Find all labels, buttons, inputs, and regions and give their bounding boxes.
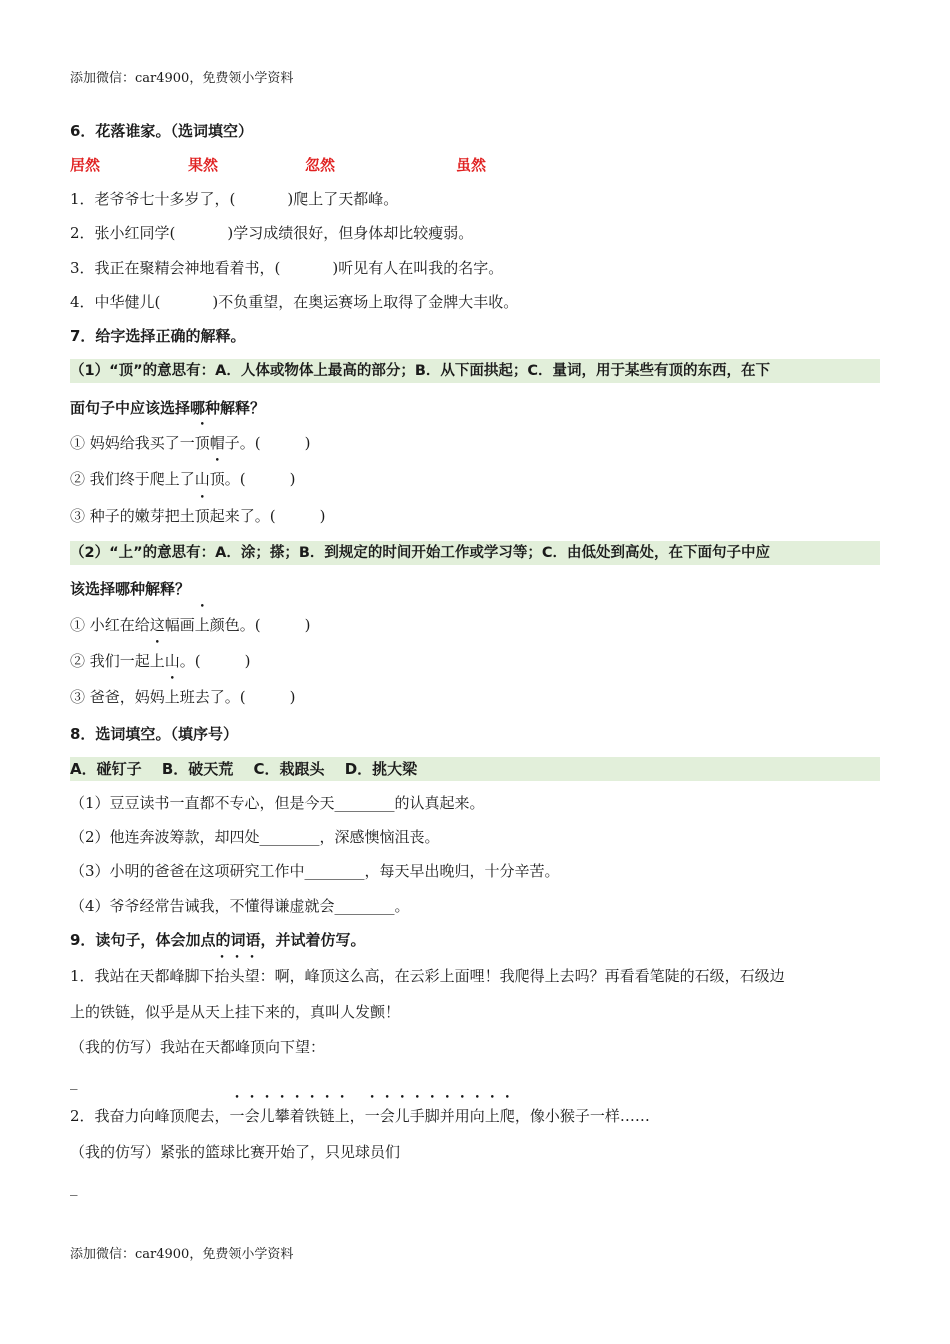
q6-item-3: 3．我正在聚精会神地看着书，( )听见有人在叫我的名字。	[70, 259, 504, 277]
dotted-char: 上	[149, 652, 165, 670]
q6-word-3: 忽然	[305, 156, 336, 174]
q9-sentence-1: 1．我站在天都峰脚下抬头望：啊，峰顶这么高，在云彩上面哩！我爬得上去吗？再看看笔陡的石级，石级边	[70, 967, 785, 985]
dotted-phrase: 一会儿手脚并用向上爬	[364, 1107, 515, 1125]
q6-item-2: 2．张小红同学( )学习成绩很好，但身体却比较瘦弱。	[70, 224, 474, 242]
q6-item-1: 1．老爷爷七十多岁了，( )爬上了天都峰。	[70, 190, 399, 208]
q7-part1-item-1: ① 妈妈给我买了一顶帽子。( )	[70, 434, 311, 452]
q8-item-3: （3）小明的爸爸在这项研究工作中________，每天早出晚归，十分辛苦。	[70, 862, 560, 880]
q8-item-1: （1）豆豆读书一直都不专心，但是今天________的认真起来。	[70, 794, 485, 812]
q7-title: 7．给字选择正确的解释。	[70, 327, 246, 345]
q8-options: A．碰钉子 B．破天荒 C．栽跟头 D．挑大梁	[70, 760, 418, 778]
q7-part2-item-3: ③ 爸爸，妈妈上班去了。( )	[70, 688, 296, 706]
q7-part2-item-2: ② 我们一起上山。( )	[70, 652, 251, 670]
dotted-char: 顶	[194, 507, 210, 525]
q7-part2-prompt-cont: 该选择哪种解释？	[70, 580, 191, 598]
dotted-phrase: 抬头望	[214, 967, 260, 985]
q9-sentence-2: 2．我奋力向峰顶爬去，一会儿攀着铁链上，一会儿手脚并用向上爬，像小猴子一样……	[70, 1107, 650, 1125]
dotted-char: 上	[194, 616, 210, 634]
q6-word-2: 果然	[188, 156, 219, 174]
q8-item-2: （2）他连奔波筹款，却四处________，深感懊恼沮丧。	[70, 828, 440, 846]
q8-title: 8．选词填空。（填序号）	[70, 725, 238, 743]
q9-imitate-2: （我的仿写）紧张的篮球比赛开始了，只见球员们	[70, 1143, 401, 1161]
dotted-char: 顶	[194, 434, 210, 452]
q8-item-4: （4）爷爷经常告诫我，不懂得谦虚就会________。	[70, 897, 410, 915]
q7-part1-item-3: ③ 种子的嫩芽把土顶起来了。( )	[70, 507, 326, 525]
page-footer: 添加微信：car4900，免费领小学资料	[70, 1247, 294, 1262]
answer-line-2[interactable]: _	[70, 1178, 78, 1196]
q6-word-4: 虽然	[456, 156, 487, 174]
answer-blank[interactable]: ________	[304, 862, 365, 880]
answer-blank[interactable]: ________	[259, 828, 320, 846]
q6-item-4: 4．中华健儿( )不负重望，在奥运赛场上取得了金牌大丰收。	[70, 293, 519, 311]
page-header: 添加微信：car4900，免费领小学资料	[70, 71, 294, 86]
q9-sentence-1-cont: 上的铁链，似乎是从天上挂下来的，真叫人发颤！	[70, 1003, 401, 1021]
q7-part1-prompt-cont: 面句子中应该选择哪种解释？	[70, 399, 266, 417]
q7-part1-item-2: ② 我们终于爬上了山顶。( )	[70, 470, 296, 488]
answer-blank[interactable]: ________	[334, 794, 395, 812]
q6-title: 6．花落谁家。（选词填空）	[70, 122, 253, 140]
q6-word-1: 居然	[70, 156, 101, 174]
q7-part2-prompt: （2）“上”的意思有：A．涂；搽；B．到规定的时间开始工作或学习等；C．由低处到高处，在下面句子中应	[70, 545, 771, 561]
q7-part1-prompt: （1）“顶”的意思有：A．人体或物体上最高的部分；B．从下面拱起；C．量词，用于某些有顶的东西，在下	[70, 363, 771, 379]
answer-line-1[interactable]: _	[70, 1072, 78, 1090]
dotted-phrase: 一会儿攀着铁链上	[229, 1107, 350, 1125]
dotted-char: 上	[164, 688, 180, 706]
dotted-char: 顶	[209, 470, 225, 488]
q9-title: 9．读句子，体会加点的词语，并试着仿写。	[70, 931, 366, 949]
answer-blank[interactable]: ________	[334, 897, 395, 915]
q7-part2-item-1: ① 小红在给这幅画上颜色。( )	[70, 616, 311, 634]
q9-imitate-1: （我的仿写）我站在天都峰顶向下望：	[70, 1038, 326, 1056]
